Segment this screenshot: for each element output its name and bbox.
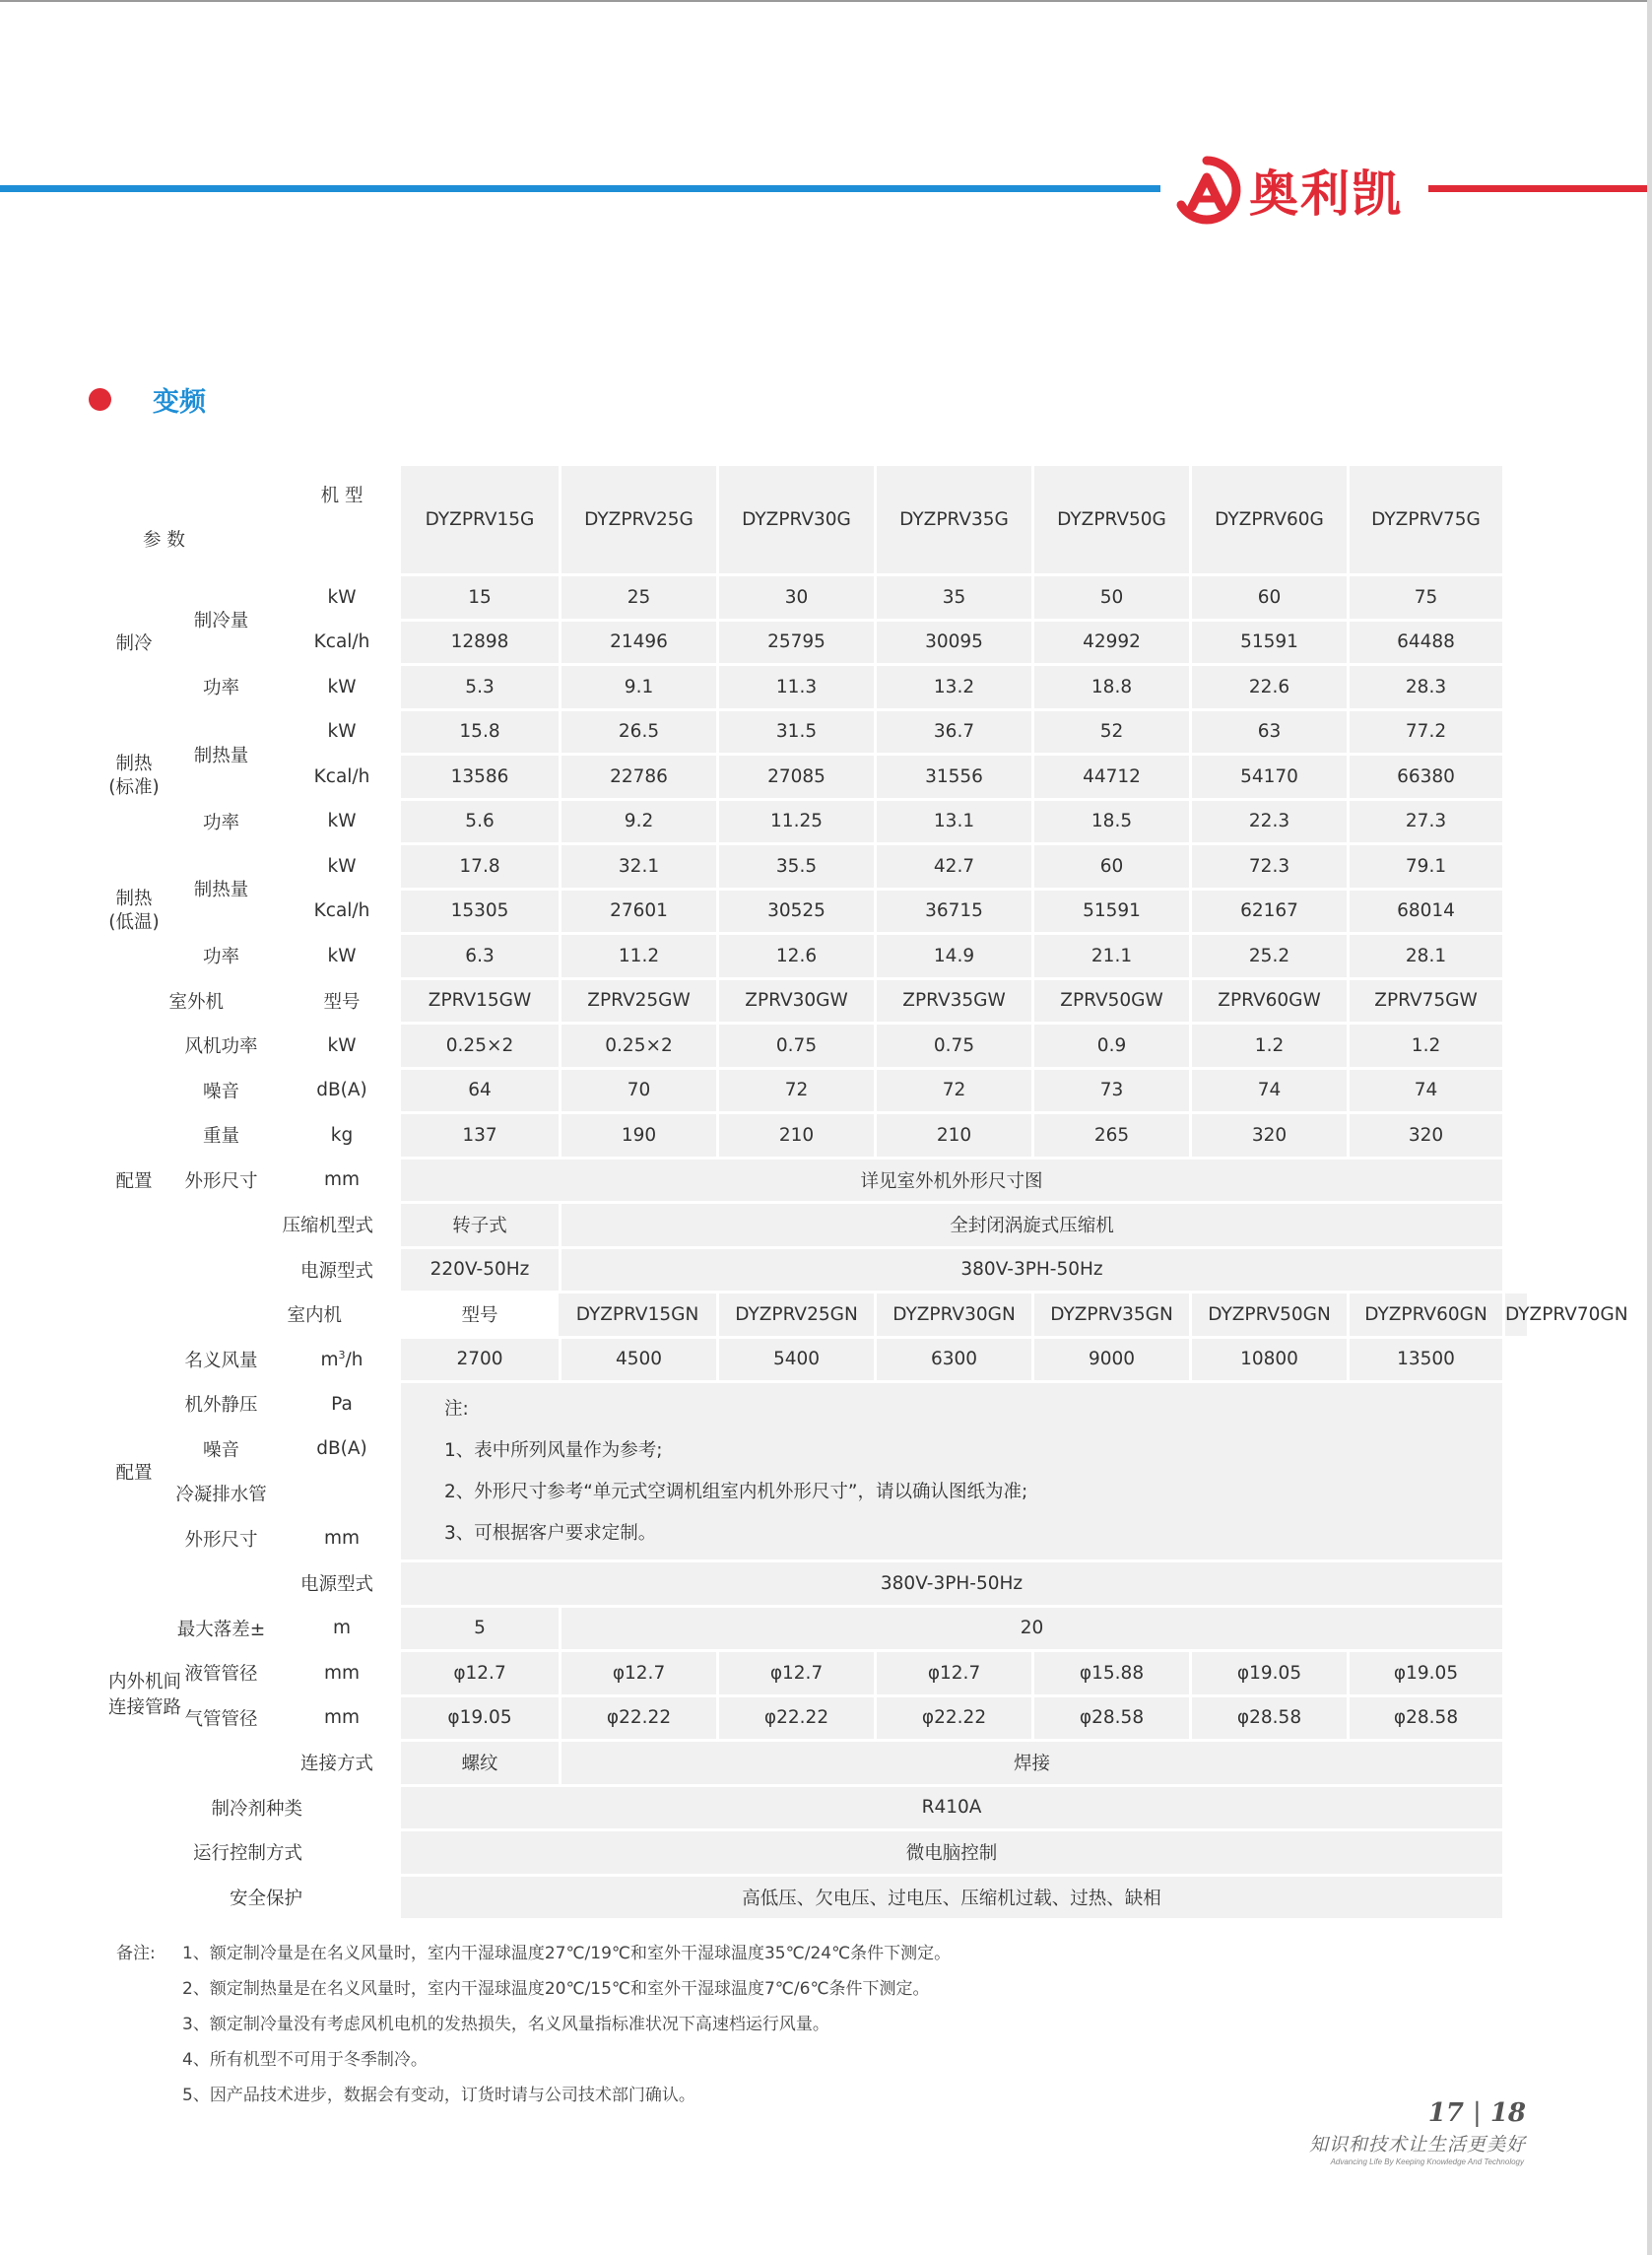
table-cell: 35 — [874, 576, 1031, 619]
table-cell: 13500 — [1347, 1339, 1502, 1381]
table-cell: 50 — [1031, 576, 1189, 619]
table-row — [108, 1608, 1527, 1650]
group-cooling: 制冷 — [115, 632, 153, 654]
table-cell: 42992 — [1031, 622, 1189, 664]
note-item: 3、可根据客户要求定制。 — [444, 1522, 657, 1544]
page-separator: | — [1472, 2098, 1482, 2128]
param-label: 参 数 — [143, 530, 185, 551]
row-label: 机外静压 — [184, 1395, 258, 1417]
table-cell: 36.7 — [874, 711, 1031, 754]
table-row — [108, 801, 1527, 843]
table-cell: 36715 — [874, 891, 1031, 933]
table-row — [108, 1070, 1527, 1112]
row-label: 最大落差± — [176, 1619, 266, 1640]
unit-label: dB(A) — [316, 1438, 367, 1460]
table-cell: 320 — [1189, 1114, 1347, 1157]
table-cell: 详见室外机外形尺寸图 — [401, 1160, 1502, 1202]
unit-label: Kcal/h — [313, 631, 370, 653]
table-cell: 18.8 — [1031, 666, 1189, 708]
table-cell: 25.2 — [1189, 935, 1347, 977]
table-cell: φ28.58 — [1189, 1697, 1347, 1740]
unit-label: Pa — [331, 1393, 353, 1415]
unit-label: dB(A) — [316, 1080, 367, 1101]
unit-label: mm — [323, 1528, 361, 1550]
table-row — [108, 576, 1527, 619]
table-cell: 12898 — [401, 622, 559, 664]
table-cell: 21496 — [559, 622, 716, 664]
section-bullet-icon — [89, 388, 111, 411]
table-cell: 66380 — [1347, 756, 1502, 798]
row-label: 安全保护 — [230, 1888, 303, 1909]
table-cell: 高低压、欠电压、过电压、压缩机过载、过热、缺相 — [401, 1877, 1502, 1919]
header-red-line — [1428, 185, 1647, 192]
table-cell: 13.1 — [874, 801, 1031, 843]
row-label: 电源型式 — [300, 1574, 374, 1596]
table-cell: 11.25 — [716, 801, 874, 843]
model-header: DYZPRV60G — [1189, 466, 1347, 573]
table-cell: 210 — [874, 1114, 1031, 1157]
page-total: 18 — [1489, 2098, 1526, 2128]
table-cell: 220V-50Hz — [401, 1249, 559, 1292]
table-cell: 27085 — [716, 756, 874, 798]
note-item: 2、外形尺寸参考“单元式空调机组室内机外形尺寸”，请以确认图纸为准; — [444, 1481, 1028, 1502]
table-cell: φ12.7 — [716, 1652, 874, 1694]
table-cell: 30525 — [716, 891, 874, 933]
model-header: DYZPRV50G — [1031, 466, 1189, 573]
table-cell: 18.5 — [1031, 801, 1189, 843]
table-row — [108, 1383, 1527, 1426]
table-cell: 0.9 — [1031, 1025, 1189, 1067]
table-cell: 27.3 — [1347, 801, 1502, 843]
table-cell: 15.8 — [401, 711, 559, 754]
table-row — [108, 1831, 1527, 1874]
table-row — [108, 1160, 1527, 1202]
unit-label: 型号 — [323, 991, 361, 1013]
table-cell: 10800 — [1189, 1339, 1347, 1381]
table-cell: ZPRV35GW — [874, 980, 1031, 1023]
table-cell: 35.5 — [716, 845, 874, 888]
table-cell: 0.75 — [716, 1025, 874, 1067]
table-cell: 15 — [401, 576, 559, 619]
row-label: 噪音 — [203, 1439, 240, 1461]
row-label: 制热量 — [193, 745, 249, 766]
table-cell: 74 — [1347, 1070, 1502, 1112]
indoor-notes — [401, 1383, 1502, 1559]
unit-label: mm — [323, 1662, 361, 1684]
table-cell: 68014 — [1347, 891, 1502, 933]
unit-label: kW — [327, 676, 357, 697]
table-cell: 13586 — [401, 756, 559, 798]
table-cell: 44712 — [1031, 756, 1189, 798]
aolikai-logo-icon — [1172, 156, 1241, 225]
unit-label — [283, 1473, 401, 1515]
table-cell: 72 — [874, 1070, 1031, 1112]
table-cell: ZPRV25GW — [559, 980, 716, 1023]
table-row — [108, 935, 1527, 977]
table-cell: φ19.05 — [401, 1697, 559, 1740]
table-cell: 12.6 — [716, 935, 874, 977]
right-page-edge — [1647, 0, 1652, 2255]
unit-label: kW — [327, 811, 357, 832]
table-cell: 51591 — [1031, 891, 1189, 933]
table-row — [108, 980, 1527, 1023]
row-label: 外形尺寸 — [184, 1170, 258, 1192]
table-cell: 26.5 — [559, 711, 716, 754]
table-cell: 13.2 — [874, 666, 1031, 708]
table-cell: φ12.7 — [559, 1652, 716, 1694]
table-row — [108, 1204, 1527, 1246]
row-label: 压缩机型式 — [282, 1216, 374, 1237]
row-label: 制冷剂种类 — [211, 1798, 303, 1820]
table-cell: 25795 — [716, 622, 874, 664]
table-cell: 190 — [559, 1114, 716, 1157]
page-number — [1428, 2098, 1526, 2128]
row-label: 制热量 — [193, 880, 249, 900]
slogan-english: Advancing Life By Keeping Knowledge And Technology — [1330, 2157, 1524, 2166]
table-row — [108, 1114, 1527, 1157]
table-cell: 5400 — [716, 1339, 874, 1381]
table-cell: 320 — [1347, 1114, 1502, 1157]
table-cell: 75 — [1347, 576, 1502, 619]
table-cell: 63 — [1189, 711, 1347, 754]
row-label: 名义风量 — [184, 1350, 258, 1371]
header-blue-line — [0, 185, 1160, 192]
table-cell: 42.7 — [874, 845, 1031, 888]
table-cell: 30 — [716, 576, 874, 619]
row-label: 气管管径 — [184, 1708, 258, 1730]
table-cell: 72.3 — [1189, 845, 1347, 888]
table-cell: 77.2 — [1347, 711, 1502, 754]
table-cell: 5.6 — [401, 801, 559, 843]
table-cell: φ22.22 — [716, 1697, 874, 1740]
table-cell: 0.75 — [874, 1025, 1031, 1067]
note-title: 注: — [444, 1398, 469, 1420]
group-heating-low: 制热 (低温) — [108, 888, 160, 933]
table-cell: 1.2 — [1347, 1025, 1502, 1067]
table-cell: 11.3 — [716, 666, 874, 708]
section-title: 变频 — [153, 387, 206, 418]
row-label: 外形尺寸 — [184, 1529, 258, 1551]
table-cell: 31.5 — [716, 711, 874, 754]
table-cell: 64488 — [1347, 622, 1502, 664]
unit-label: kW — [327, 945, 357, 966]
table-cell: DYZPRV50GN — [1189, 1293, 1347, 1336]
table-cell: 64 — [401, 1070, 559, 1112]
row-label: 液管管径 — [184, 1664, 258, 1686]
remark-item: 5、因产品技术进步，数据会有变动，订货时请与公司技术部门确认。 — [182, 2086, 695, 2105]
table-cell: 31556 — [874, 756, 1031, 798]
table-cell: 4500 — [559, 1339, 716, 1381]
table-row — [108, 756, 1527, 798]
unit-label: kW — [327, 855, 357, 877]
table-cell: 转子式 — [401, 1204, 559, 1246]
unit-label: mm — [323, 1707, 361, 1729]
table-cell: 210 — [716, 1114, 874, 1157]
row-label: 功率 — [203, 947, 240, 968]
table-cell: 螺纹 — [401, 1742, 559, 1784]
table-cell: φ22.22 — [559, 1697, 716, 1740]
table-cell: ZPRV30GW — [716, 980, 874, 1023]
row-label: 功率 — [203, 812, 240, 833]
row-label: 风机功率 — [184, 1036, 258, 1058]
table-cell: 72 — [716, 1070, 874, 1112]
table-cell: 9.1 — [559, 666, 716, 708]
table-cell: φ19.05 — [1347, 1652, 1502, 1694]
table-cell: DYZPRV30GN — [874, 1293, 1031, 1336]
unit-label: kW — [327, 1034, 357, 1056]
row-label: 功率 — [203, 678, 240, 699]
table-cell: ZPRV60GW — [1189, 980, 1347, 1023]
model-header: DYZPRV75G — [1347, 466, 1502, 573]
table-cell: DYZPRV25GN — [716, 1293, 874, 1336]
model-header: DYZPRV30G — [716, 466, 874, 573]
table-cell: 9000 — [1031, 1339, 1189, 1381]
table-cell: 6300 — [874, 1339, 1031, 1381]
unit-label: $m^3/h$ — [320, 1348, 363, 1370]
table-cell: φ19.05 — [1189, 1652, 1347, 1694]
unit-label: kW — [327, 586, 357, 608]
table-row — [108, 1025, 1527, 1067]
table-cell: 137 — [401, 1114, 559, 1157]
table-cell: 22.3 — [1189, 801, 1347, 843]
unit-label: m — [333, 1618, 352, 1639]
table-row — [108, 666, 1527, 708]
table-cell: 70 — [559, 1070, 716, 1112]
brand-logo — [1172, 156, 1403, 225]
unit-label: kg — [330, 1124, 354, 1146]
remark-item: 3、额定制冷量没有考虑风机电机的发热损失，名义风量指标准状况下高速档运行风量。 — [182, 2015, 829, 2034]
model-header: DYZPRV15G — [401, 466, 559, 573]
table-row — [108, 1249, 1527, 1292]
section-heading — [89, 380, 206, 419]
table-cell: 265 — [1031, 1114, 1189, 1157]
row-label: 重量 — [203, 1126, 240, 1148]
unit-label: Kcal/h — [313, 900, 370, 922]
row-label: 运行控制方式 — [193, 1843, 303, 1865]
unit-label: 型号 — [461, 1305, 498, 1327]
table-cell: 15305 — [401, 891, 559, 933]
table-cell: φ28.58 — [1031, 1697, 1189, 1740]
unit-label: kW — [327, 721, 357, 743]
unit-label: Kcal/h — [313, 765, 370, 787]
table-cell: 9.2 — [559, 801, 716, 843]
table-cell: φ15.88 — [1031, 1652, 1189, 1694]
table-cell: 0.25×2 — [401, 1025, 559, 1067]
table-cell: 54170 — [1189, 756, 1347, 798]
table-cell: 30095 — [874, 622, 1031, 664]
table-cell: 全封闭涡旋式压缩机 — [559, 1204, 1502, 1246]
table-cell: 22.6 — [1189, 666, 1347, 708]
table-cell: ZPRV50GW — [1031, 980, 1189, 1023]
model-header: DYZPRV35G — [874, 466, 1031, 573]
remark-item: 4、所有机型不可用于冬季制冷。 — [182, 2050, 428, 2070]
table-cell: ZPRV75GW — [1347, 980, 1502, 1023]
table-row — [108, 711, 1527, 754]
brand-name: 奥利凯 — [1249, 166, 1403, 223]
table-cell: 27601 — [559, 891, 716, 933]
table-cell: φ28.58 — [1347, 1697, 1502, 1740]
table-cell: 380V-3PH-50Hz — [401, 1562, 1502, 1605]
table-row — [108, 1697, 1527, 1740]
group-config-outdoor: 配置 — [115, 1170, 153, 1192]
table-cell: 20 — [559, 1608, 1502, 1650]
table-row — [108, 1293, 1527, 1336]
table-cell: 21.1 — [1031, 935, 1189, 977]
row-label: 冷凝排水管 — [175, 1485, 267, 1506]
table-cell: 1.2 — [1189, 1025, 1347, 1067]
page-current: 17 — [1427, 2098, 1464, 2128]
table-cell: DYZPRV35GN — [1031, 1293, 1189, 1336]
row-label: 制冷量 — [193, 611, 249, 631]
table-cell: 73 — [1031, 1070, 1189, 1112]
table-cell: 60 — [1189, 576, 1347, 619]
top-border — [0, 0, 1647, 2]
table-cell: R410A — [401, 1787, 1502, 1829]
table-cell: 25 — [559, 576, 716, 619]
remark-item: 1、额定制冷量是在名义风量时，室内干湿球温度27℃/19℃和室外干湿球温度35℃/24℃条件下测定。 — [182, 1944, 952, 1963]
table-cell: ZPRV15GW — [401, 980, 559, 1023]
table-cell: 74 — [1189, 1070, 1347, 1112]
unit-label: mm — [323, 1169, 361, 1191]
group-heating-standard: 制热 (标准) — [108, 754, 160, 799]
table-cell: 79.1 — [1347, 845, 1502, 888]
table-header-row — [108, 466, 1527, 573]
table-cell: 60 — [1031, 845, 1189, 888]
group-config-indoor: 配置 — [115, 1462, 153, 1484]
table-cell: 380V-3PH-50Hz — [559, 1249, 1502, 1292]
table-cell: φ22.22 — [874, 1697, 1031, 1740]
spec-table — [108, 463, 1628, 1921]
row-label: 室内机 — [287, 1305, 343, 1327]
remarks — [116, 1936, 951, 2113]
table-row — [108, 1562, 1527, 1605]
table-cell: 5.3 — [401, 666, 559, 708]
table-row — [108, 891, 1527, 933]
row-label: 连接方式 — [300, 1754, 374, 1775]
remarks-label: 备注: — [116, 1944, 156, 1963]
model-header: DYZPRV25G — [559, 466, 716, 573]
table-cell: 14.9 — [874, 935, 1031, 977]
table-row — [108, 1877, 1527, 1919]
table-cell: 17.8 — [401, 845, 559, 888]
table-cell: 焊接 — [559, 1742, 1502, 1784]
table-cell: φ12.7 — [874, 1652, 1031, 1694]
row-label: 电源型式 — [300, 1260, 374, 1282]
row-label: 室外机 — [168, 991, 225, 1013]
table-row — [108, 622, 1527, 664]
table-cell: DYZPRV60GN — [1347, 1293, 1502, 1336]
table-cell: DYZPRV15GN — [559, 1293, 716, 1336]
table-row — [108, 1652, 1527, 1694]
slogan: 知识和技术让生活更美好 — [1308, 2134, 1526, 2156]
table-cell: 28.3 — [1347, 666, 1502, 708]
table-cell: 32.1 — [559, 845, 716, 888]
table-cell: 52 — [1031, 711, 1189, 754]
table-cell: 28.1 — [1347, 935, 1502, 977]
table-cell: 0.25×2 — [559, 1025, 716, 1067]
table-cell: φ12.7 — [401, 1652, 559, 1694]
row-label: 噪音 — [203, 1081, 240, 1102]
note-item: 1、表中所列风量作为参考; — [444, 1439, 663, 1461]
table-cell: 62167 — [1189, 891, 1347, 933]
model-label: 机 型 — [320, 486, 363, 506]
table-cell: 51591 — [1189, 622, 1347, 664]
table-row — [108, 1339, 1527, 1381]
remark-item: 2、额定制热量是在名义风量时，室内干湿球温度20℃/15℃和室外干湿球温度7℃/6℃条件下测定。 — [182, 1979, 930, 1999]
table-cell: 2700 — [401, 1339, 559, 1381]
table-row — [108, 1742, 1527, 1784]
group-piping: 内外机间 连接管路 — [108, 1672, 182, 1718]
table-cell: 6.3 — [401, 935, 559, 977]
table-cell: 11.2 — [559, 935, 716, 977]
table-cell: 微电脑控制 — [401, 1831, 1502, 1874]
table-row — [108, 1787, 1527, 1829]
table-cell: 22786 — [559, 756, 716, 798]
table-cell: 5 — [401, 1608, 559, 1650]
table-row — [108, 845, 1527, 888]
table-cell: DYZPRV70GN — [1502, 1293, 1527, 1336]
